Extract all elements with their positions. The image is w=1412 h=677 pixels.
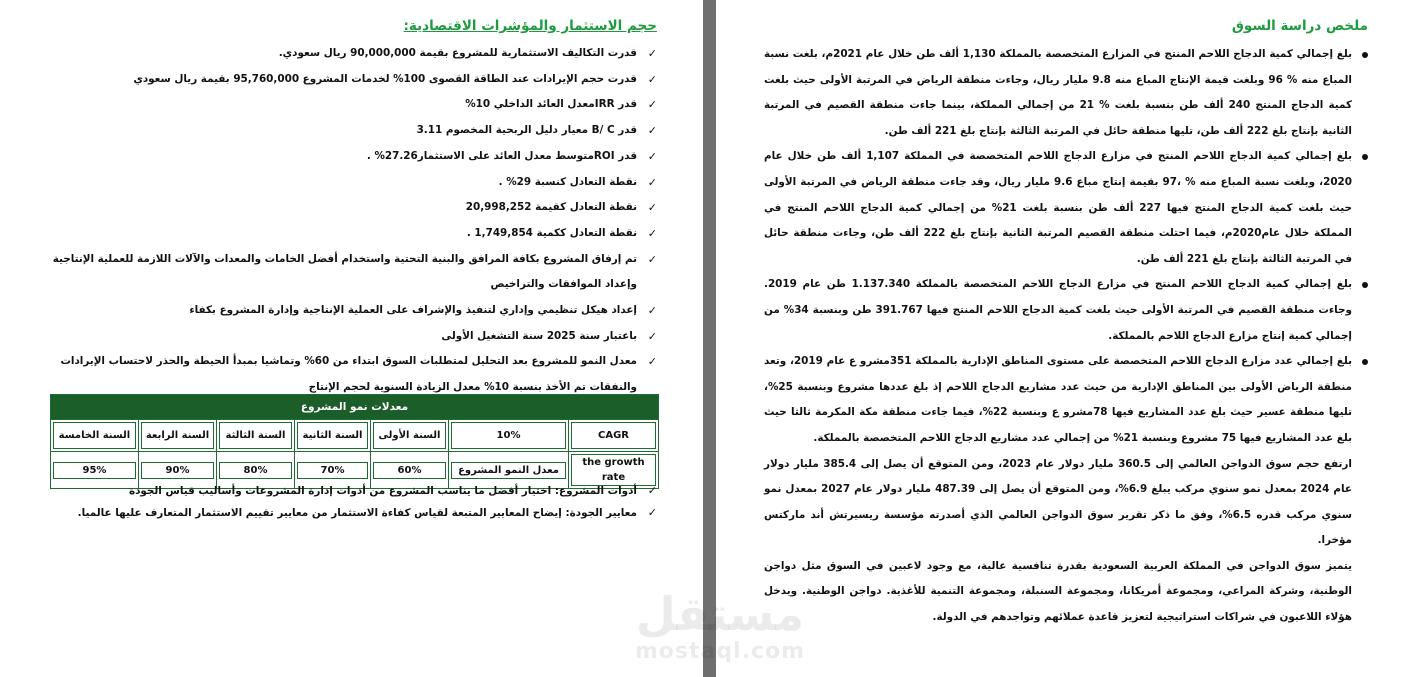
list-item: ✓ معايير الجودة: إيضاح المعايير المتبعة لقياس كفاءة الاستثمار من معايير تقييم الاستثمار المتعارف عليها عالميا. xyxy=(45,502,659,524)
list-item: بلغ إجمالي كمية الدجاج اللاحم المنتج في المزارع المتخصصة بالمملكة 1,130 ألف طن خلال عام 2021م، بلغت نسبة المباع منه % 96 وبلغت قيمة الإنتاج المباع منه 9.8 مليار ريال، وجاءت منطقة الرياض في المرتبة الأولى حيث بلغت كمية الدجاج المنتج 240 ألف طن بنسبة بلغت % 21 من إجمالي المملكة، بينما جاءت منطقة القصيم في المرتبة الثانية بإنتاج بلغ 222 ألف طن، تليها منطقة حائل في المرتبة الثالثة بإنتاج بلغ 221 ألف طن. xyxy=(764,42,1368,144)
check-icon: ✓ xyxy=(647,355,657,369)
growth-value-cell: 60% xyxy=(371,452,449,489)
year-header-cell: السنة الثانية xyxy=(295,420,371,452)
list-item: ✓ أدوات المشروع: اختيار أفضل ما يناسب المشروع من أدوات إدارة المشروعات وأساليب قياس الجودة xyxy=(45,480,659,502)
list-item: ✓ إعداد هيكل تنظيمي وإداري لتنفيذ والإشراف على العملية الإنتاجية وإدارة المشروع بكفاء xyxy=(45,298,659,324)
growth-label-ar-cell: معدل النمو المشروع xyxy=(449,452,569,489)
indicators-list xyxy=(45,41,659,401)
check-icon: ✓ xyxy=(647,484,657,497)
left-page xyxy=(0,0,703,677)
check-icon: ✓ xyxy=(647,506,657,519)
bullet-icon xyxy=(1362,154,1368,160)
growth-value-cell: 80% xyxy=(217,452,295,489)
list-item: ✓ قدرت حجم الإيرادات عند الطاقة القصوى 100% لخدمات المشروع 95,760,000 بقيمة ريال سعودي xyxy=(45,67,659,93)
year-header-cell: السنة الخامسة xyxy=(50,420,138,452)
bullet-icon xyxy=(1362,282,1368,288)
list-item: ✓ تم إرفاق المشروع بكافة المرافق والبنية التحتية واستخدام أفضل الخامات والمعدات والآلات اللازمة للعملية الإنتاجية وإعداد الموافقات والتراخيص xyxy=(45,247,659,298)
growth-value-cell: 70% xyxy=(295,452,371,489)
list-item: يتميز سوق الدواجن في المملكة العربية السعودية بقدرة تنافسية عالية، مع وجود لاعبين في السوق مثل دواجن الوطنية، وشركة المراعي، ومجموعة أمريكانا، ومجموعة السنبلة، ومجموعة التنمية للأغذية. دواجن الوطنية. ويدخل هؤلاء اللاعبون في شراكات استراتيجية لتعزيز قاعدة عملائهم وتواجدهم في الدولة. xyxy=(764,559,1352,624)
list-item: ✓ نقطة التعادل كقيمة 20,998,252 xyxy=(45,195,659,221)
list-item: ✓ قدر IRRمعدل العائد الداخلي 10% xyxy=(45,92,659,118)
bullet-icon xyxy=(1362,359,1368,365)
bullet-icon xyxy=(1362,52,1368,58)
check-icon: ✓ xyxy=(647,124,657,138)
check-icon: ✓ xyxy=(647,201,657,215)
check-icon: ✓ xyxy=(647,47,657,60)
table-row xyxy=(50,420,658,452)
year-header-cell: السنة الثالثة xyxy=(217,420,295,452)
investment-heading: حجم الاستثمار والمؤشرات الاقتصادية: xyxy=(403,18,657,34)
list-item: بلغ إجمالي كمية الدجاج اللاحم المنتج في مزارع الدجاج اللاحم المتخصصة في المملكة 1,107 ألف طن خلال عام 2020، وبلغت نسبة المباع منه % ،97 بقيمة إنتاج مباع 9.6 مليار ريال، وقد جاءت منطقة الرياض في المرتبة الأولى حيث بلغت كمية الدجاج المنتج فيها 227 ألف طن بنسبة بلغت 21% من إجمالي كمية الدجاج اللاحم المنتج في المملكة خلال عام2020م، فيما احتلت منطقة القصيم المرتبة الثانية بإنتاج بلغ 222 ألف طن، وجاءت منطقة حائل في المرتبة الثالثة بإنتاج بلغ 221 ألف طن. xyxy=(764,144,1368,272)
check-icon: ✓ xyxy=(647,252,657,266)
list-item: ✓ نقطة التعادل كنسبة 29% . xyxy=(45,170,659,196)
list-item: ارتفع حجم سوق الدواجن العالمي إلى 360.5 مليار دولار عام 2023، ومن المتوقع أن يصل إلى 385.4 مليار دولار عام 2024 بمعدل نمو سنوي مركب يبلغ 6.9%، ومن المتوقع أن يصل إلى 487.39 مليار دولار عام 2027 بمعدل نمو سنوي مركب قدره 6.5%، وفق ما ذكر تقرير سوق الدواجن العالمي الذي أصدرته مؤسسة ريسيرتش أند ماركتس مؤخرا. xyxy=(764,457,1352,547)
list-item: ✓ قدرت التكاليف الاستثمارية للمشروع بقيمة 90,000,000 ريال سعودي. xyxy=(45,41,659,67)
check-icon: ✓ xyxy=(647,175,657,189)
market-bullets xyxy=(764,42,1368,631)
market-summary-heading: ملخص دراسة السوق xyxy=(1231,18,1368,34)
check-icon: ✓ xyxy=(647,304,657,318)
check-icon: ✓ xyxy=(647,329,657,343)
quality-list xyxy=(45,480,659,524)
list-item: ✓ نقطة التعادل ككمية 1,749,854 . xyxy=(45,221,659,247)
year-header-cell: السنة الأولى xyxy=(371,420,449,452)
growth-label-en-cell: the growth rate xyxy=(569,452,659,489)
check-icon: ✓ xyxy=(647,226,657,240)
list-item: ✓ معدل النمو للمشروع بعد التحليل لمتطلبات السوق ابتداء من 60% وتماشيا بمبدأ الحيطة والحذر لاحتساب الإيرادات والنفقات تم الأخذ بنسبة 10% معدل الزيادة السنوية لحجم الإنتاج xyxy=(45,349,659,400)
year-header-cell: السنة الرابعة xyxy=(139,420,217,452)
list-item: بلغ إجمالي كمية الدجاج اللاحم المنتج في مزارع الدجاج اللاحم المتخصصة بالمملكة 1.137.340 طن عام 2019. وجاءت منطقة القصيم في المرتبة الأولى حيث بلغت كمية الدجاج اللاحم المنتج فيها 391.767 طن وبنسبة 34% من إجمالي كمية إنتاج مزارع الدجاج اللاحم بالمملكة. xyxy=(764,272,1368,349)
check-icon: ✓ xyxy=(647,149,657,163)
list-item: بلغ إجمالي عدد مزارع الدجاج اللاحم المتخصصة على مستوى المناطق الإدارية بالمملكة 351مشرو ع عام 2019، وتعد منطقة الرياض الأولى بين المناطق الإدارية من حيث عدد مشاريع الدجاج اللاحم إذ بلغ عددها مشروع وبنسبة 25%، تليها منطقة عسير حيث بلغ عدد المشاريع فيها 78مشرو ع وبنسبة 22%، فيما جاءت منطقة مكة المكرمة ثالثا حيث بلغ عدد المشاريع فيها 75 مشروع وبنسبة 21% من إجمالي عدد مشاريع الدجاج اللاحم المتخصصة بالمملكة. xyxy=(764,349,1368,451)
growth-value-cell: 95% xyxy=(50,452,138,489)
check-icon: ✓ xyxy=(647,98,657,112)
list-item: ✓ باعتبار سنة 2025 سنة التشغيل الأولى xyxy=(45,324,659,350)
growth-rates-table xyxy=(50,394,659,489)
cagr-label-cell: CAGR xyxy=(569,420,659,452)
table-title: معدلات نمو المشروع xyxy=(50,395,658,420)
growth-value-cell: 90% xyxy=(139,452,217,489)
check-icon: ✓ xyxy=(647,72,657,86)
right-page xyxy=(716,0,1412,677)
list-item: ✓ قدر B/ C معيار دليل الربحية المخصوم 3.11 xyxy=(45,118,659,144)
list-item: ✓ قدر ROIمتوسط معدل العائد على الاستثمار27.26% . xyxy=(45,144,659,170)
cagr-value-cell: 10% xyxy=(449,420,569,452)
